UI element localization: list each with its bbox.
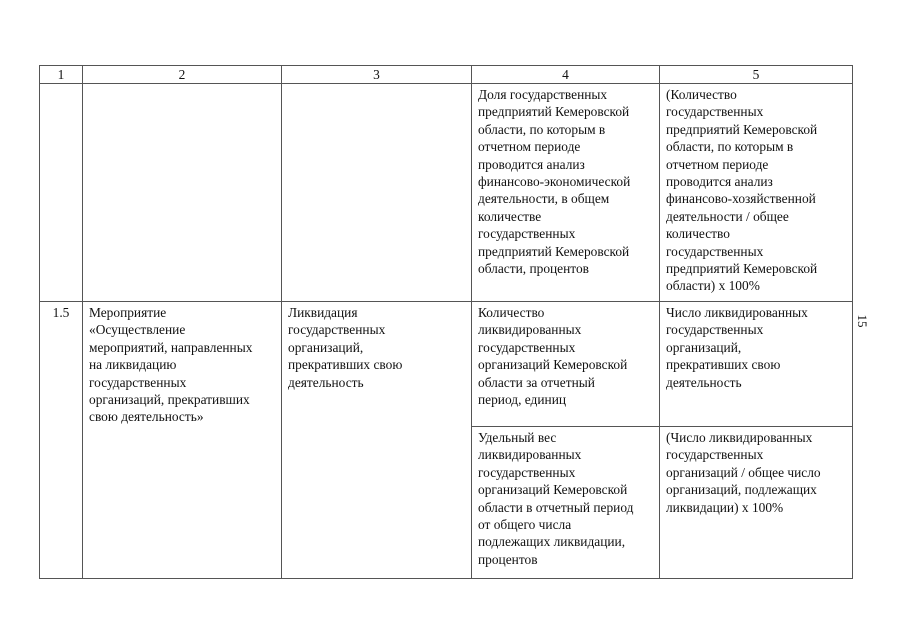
indicator-2-formula: (Число ликвидированных государственных организаций / общее число организаций, подлежащих ликвидации) x 100% bbox=[659, 426, 853, 579]
page-number: 15 bbox=[855, 314, 870, 328]
cont-formula: (Количество государственных предприятий Кемеровской области, по которым в отчетном периоде проводится анализ финансово-хозяйственной деятельности / общее количество государственных предприятий Кемеровской области) x 100% bbox=[659, 83, 853, 302]
cont-indicator: Доля государственных предприятий Кемеровской области, по которым в отчетном периоде проводится анализ финансово-экономической деятельности, в общем количестве государственных предприятий Кемеровской области, процентов bbox=[471, 83, 660, 302]
header-col-4: 4 bbox=[471, 65, 660, 84]
header-col-2: 2 bbox=[82, 65, 282, 84]
cont-col-3 bbox=[281, 83, 472, 302]
header-col-3: 3 bbox=[281, 65, 472, 84]
header-col-1: 1 bbox=[39, 65, 83, 84]
indicator-1-formula: Число ликвидированных государственных организаций, прекративших свою деятельность bbox=[659, 301, 853, 427]
indicator-2-name: Удельный вес ликвидированных государственных организаций Кемеровской области в отчетный период от общего числа подлежащих ликвидации, процентов bbox=[471, 426, 660, 579]
row-number: 1.5 bbox=[39, 301, 83, 579]
cont-col-1 bbox=[39, 83, 83, 302]
expected-result: Ликвидация государственных организаций, прекративших свою деятельность bbox=[281, 301, 472, 579]
cont-col-2 bbox=[82, 83, 282, 302]
indicator-1-name: Количество ликвидированных государственных организаций Кемеровской области за отчетный период, единиц bbox=[471, 301, 660, 427]
header-col-5: 5 bbox=[659, 65, 853, 84]
event-name: Мероприятие «Осуществление мероприятий, направленных на ликвидацию государственных организаций, прекративших свою деятельность» bbox=[82, 301, 282, 579]
